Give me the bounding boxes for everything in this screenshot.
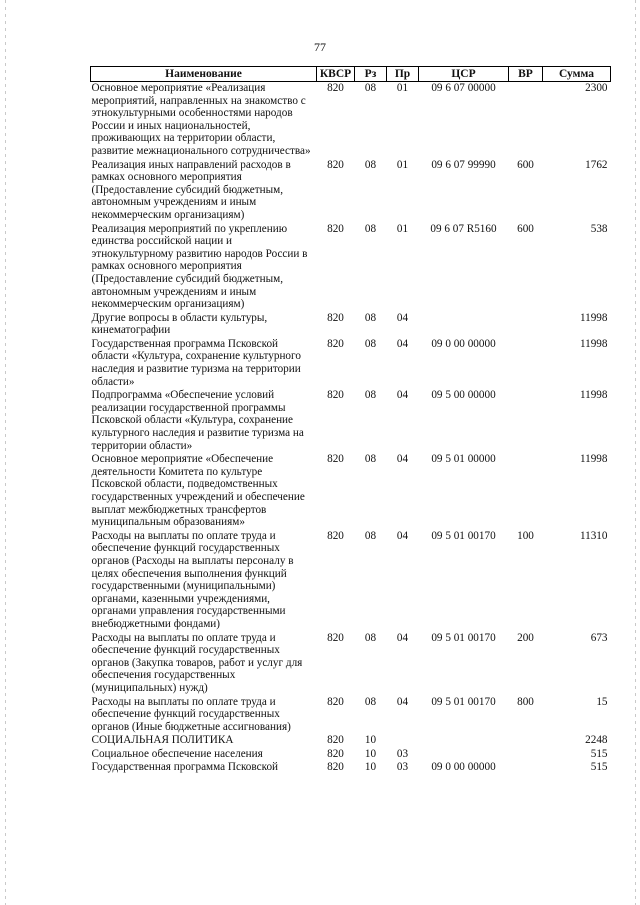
cell-name: Государственная программа Псковской — [91, 761, 279, 774]
cell-rz: 08 — [364, 337, 377, 350]
cell-rz: 08 — [364, 82, 377, 94]
cell-vr — [509, 338, 543, 389]
cell-csr: 09 6 07 00000 — [431, 82, 496, 94]
header-kvsr: КВСР — [317, 67, 355, 82]
cell-sum: 2300 — [585, 82, 608, 94]
cell-vr — [509, 312, 543, 338]
scan-edge-right — [635, 0, 636, 905]
cell-name: Основное мероприятие «Реализация мероприятий, направленных на знакомство с этнокультурными особенностями народов России и иных национальностей, проживающих на территории области, развитие межнационального сотрудничества» — [91, 82, 311, 157]
cell-vr: 100 — [517, 529, 534, 542]
cell-sum: 673 — [590, 631, 608, 644]
cell-name: Подпрограмма «Обеспечение условий реализации государственной программы Псковской области «Культура, сохранение культурного наследия и развитие туризма на территории области» — [91, 389, 304, 452]
cell-pr: 04 — [396, 453, 409, 466]
cell-name: Государственная программа Псковской области «Культура, сохранение культурного наследия и развитие туризма на территории области» — [91, 337, 301, 388]
cell-kvsr: 820 — [327, 747, 344, 760]
cell-kvsr: 820 — [327, 734, 344, 747]
cell-vr: 600 — [517, 158, 534, 171]
cell-kvsr: 820 — [327, 337, 344, 350]
cell-vr: 800 — [517, 695, 534, 708]
cell-sum: 538 — [590, 222, 608, 235]
cell-pr: 03 — [396, 747, 409, 760]
cell-sum: 11998 — [579, 337, 608, 350]
cell-sum: 11310 — [579, 529, 608, 542]
cell-vr — [509, 761, 543, 775]
cell-csr: 09 6 07 99990 — [431, 158, 496, 171]
cell-kvsr: 820 — [327, 631, 344, 644]
cell-name: Социальное обеспечение населения — [91, 747, 263, 760]
cell-rz: 08 — [364, 631, 377, 644]
cell-csr: 09 5 01 00170 — [431, 695, 496, 708]
cell-csr: 09 5 01 00000 — [431, 453, 496, 466]
cell-kvsr: 820 — [327, 453, 344, 466]
table-row — [91, 223, 611, 312]
cell-pr: 03 — [396, 761, 409, 774]
cell-vr — [509, 389, 543, 453]
cell-kvsr: 820 — [327, 158, 344, 171]
cell-kvsr: 820 — [327, 529, 344, 542]
table-body — [91, 82, 611, 776]
cell-pr: 01 — [396, 222, 409, 235]
cell-name: Расходы на выплаты по оплате труда и обеспечение функций государственных органов (Иные бюджетные ассигнования) — [91, 695, 291, 733]
header-csr: ЦСР — [419, 67, 509, 82]
cell-pr: 01 — [396, 158, 409, 171]
cell-sum: 11998 — [579, 389, 608, 402]
table-row — [91, 312, 611, 338]
cell-vr: 200 — [517, 631, 534, 644]
cell-csr: 09 6 07 R5160 — [430, 222, 497, 235]
page-number: 77 — [314, 40, 326, 54]
cell-pr: 01 — [396, 82, 409, 94]
table-row — [91, 82, 611, 159]
cell-vr: 600 — [517, 222, 534, 235]
cell-sum: 515 — [590, 761, 608, 774]
cell-rz: 10 — [364, 747, 377, 760]
table-row — [91, 453, 611, 530]
cell-name: Основное мероприятие «Обеспечение деятельности Комитета по культуре Псковской области, подведомственных государственных учреждений и обеспечение выплат межбюджетных трансфертов муниципальным образованиям» — [91, 453, 305, 529]
cell-name: Расходы на выплаты по оплате труда и обеспечение функций государственных органов (Закупка товаров, работ и услуг для обеспечения государственных (муниципальных) нужд) — [91, 631, 303, 694]
scan-edge-left — [5, 0, 6, 905]
cell-vr — [509, 453, 543, 530]
header-pr: Пр — [387, 67, 419, 82]
cell-pr: 04 — [396, 529, 409, 542]
cell-csr: 09 5 01 00170 — [431, 631, 496, 644]
table-header — [91, 67, 611, 82]
table-row — [91, 159, 611, 223]
cell-csr: 09 0 00 00000 — [431, 761, 496, 774]
table-row — [91, 696, 611, 735]
table-row — [91, 748, 611, 762]
header-rz: Рз — [355, 67, 387, 82]
cell-csr: 09 0 00 00000 — [431, 337, 496, 350]
cell-rz: 08 — [364, 695, 377, 708]
cell-rz: 10 — [364, 734, 377, 747]
cell-pr: 04 — [396, 389, 409, 402]
cell-pr: 04 — [396, 695, 409, 708]
cell-kvsr: 820 — [327, 761, 344, 774]
cell-pr: 04 — [396, 631, 409, 644]
header-sum: Сумма — [543, 67, 611, 82]
table-row — [91, 530, 611, 632]
cell-kvsr: 820 — [327, 311, 344, 324]
cell-csr — [419, 748, 509, 762]
table-row — [91, 338, 611, 389]
cell-sum: 11998 — [579, 311, 608, 324]
cell-rz: 08 — [364, 158, 377, 171]
cell-rz: 08 — [364, 453, 377, 466]
cell-kvsr: 820 — [327, 82, 344, 94]
cell-kvsr: 820 — [327, 222, 344, 235]
header-row — [91, 67, 611, 82]
cell-pr: 04 — [396, 311, 409, 324]
cell-name: Реализация иных направлений расходов в рамках основного мероприятия (Предоставление субсидий бюджетным, автономным учреждениям и иным некоммерческим организациям) — [91, 158, 291, 221]
cell-vr — [509, 734, 543, 748]
cell-rz: 08 — [364, 389, 377, 402]
cell-sum: 1762 — [585, 158, 608, 171]
table-row — [91, 734, 611, 748]
cell-name: Реализация мероприятий по укреплению единства российской нации и этнокультурному развитию народов России в рамках основного мероприятия (Предоставление субсидий бюджетным, автономным учреждениям и иным некоммерческим организациям) — [91, 222, 308, 311]
cell-csr: 09 5 00 00000 — [431, 389, 496, 402]
header-vr: ВР — [509, 67, 543, 82]
cell-sum: 11998 — [579, 453, 608, 466]
table-row — [91, 761, 611, 775]
cell-csr: 09 5 01 00170 — [431, 529, 496, 542]
budget-table — [90, 66, 611, 775]
table-row — [91, 389, 611, 453]
cell-rz: 08 — [364, 311, 377, 324]
cell-rz: 08 — [364, 222, 377, 235]
cell-vr — [509, 748, 543, 762]
cell-pr — [387, 734, 419, 748]
cell-name: Расходы на выплаты по оплате труда и обеспечение функций государственных органов (Расходы на выплаты персоналу в целях обеспечения выполнения функций государственными (муниципальными) органами, казенными учреждениями, органами управления государственными внебюджетными фондами) — [91, 529, 294, 630]
cell-sum: 515 — [590, 747, 608, 760]
cell-kvsr: 820 — [327, 389, 344, 402]
cell-name: Другие вопросы в области культуры, кинематографии — [91, 311, 268, 337]
header-name: Наименование — [91, 67, 317, 82]
cell-sum: 15 — [596, 695, 608, 708]
cell-rz: 08 — [364, 529, 377, 542]
table-row — [91, 632, 611, 696]
cell-sum: 2248 — [585, 734, 608, 747]
cell-vr — [509, 82, 543, 159]
cell-rz: 10 — [364, 761, 377, 774]
cell-name: СОЦИАЛЬНАЯ ПОЛИТИКА — [91, 734, 234, 747]
cell-pr: 04 — [396, 337, 409, 350]
cell-csr — [419, 734, 509, 748]
cell-csr — [419, 312, 509, 338]
cell-kvsr: 820 — [327, 695, 344, 708]
